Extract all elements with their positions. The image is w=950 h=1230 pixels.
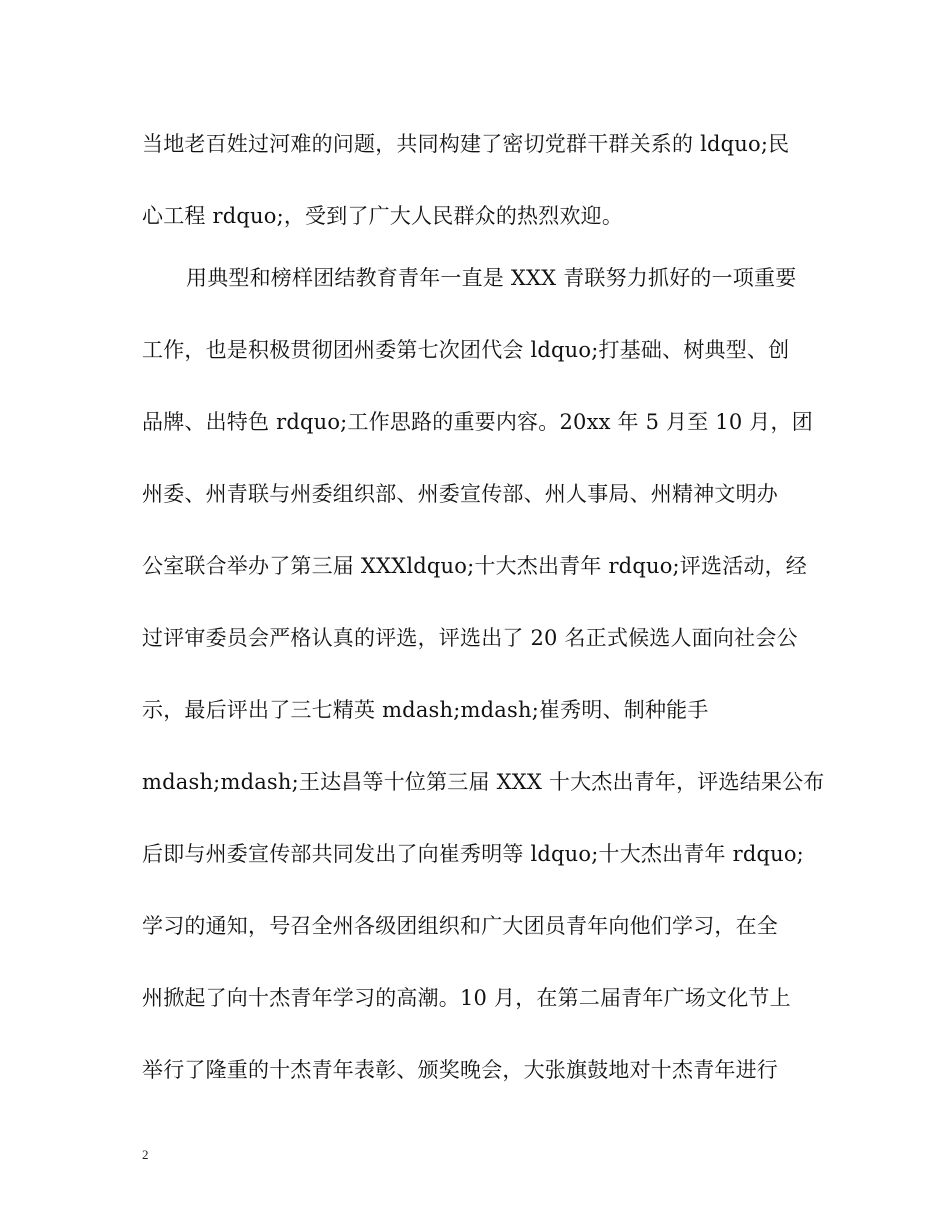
text-line: 学习的通知，号召全州各级团组织和广大团员青年向他们学习，在全	[142, 914, 778, 938]
page-number: 2	[142, 1147, 149, 1162]
text-line: 公室联合举办了第三届 XXXldquo;十大杰出青年 rdquo;评选活动，经	[142, 554, 808, 578]
text-line: 示，最后评出了三七精英 mdash;mdash;崔秀明、制种能手	[142, 698, 709, 722]
text-line: 过评审委员会严格认真的评选，评选出了 20 名正式候选人面向社会公	[142, 626, 798, 650]
text-line: 当地老百姓过河难的问题，共同构建了密切党群干群关系的 ldquo;民	[142, 132, 790, 156]
text-line: 心工程 rdquo;，受到了广大人民群众的热烈欢迎。	[142, 204, 624, 228]
text-line: 举行了隆重的十杰青年表彰、颁奖晚会，大张旗鼓地对十杰青年进行	[142, 1058, 778, 1082]
text-line: mdash;mdash;王达昌等十位第三届 XXX 十大杰出青年，评选结果公布	[142, 770, 825, 794]
text-line: 后即与州委宣传部共同发出了向崔秀明等 ldquo;十大杰出青年 rdquo;	[142, 842, 804, 866]
text-line: 品牌、出特色 rdquo;工作思路的重要内容。20xx 年 5 月至 10 月，团	[142, 410, 813, 434]
text-line: 州委、州青联与州委组织部、州委宣传部、州人事局、州精神文明办	[142, 482, 778, 506]
text-line: 用典型和榜样团结教育青年一直是 XXX 青联努力抓好的一项重要	[186, 266, 797, 290]
text-line: 州掀起了向十杰青年学习的高潮。10 月，在第二届青年广场文化节上	[142, 986, 791, 1010]
text-line: 工作，也是积极贯彻团州委第七次团代会 ldquo;打基础、树典型、创	[142, 338, 790, 362]
